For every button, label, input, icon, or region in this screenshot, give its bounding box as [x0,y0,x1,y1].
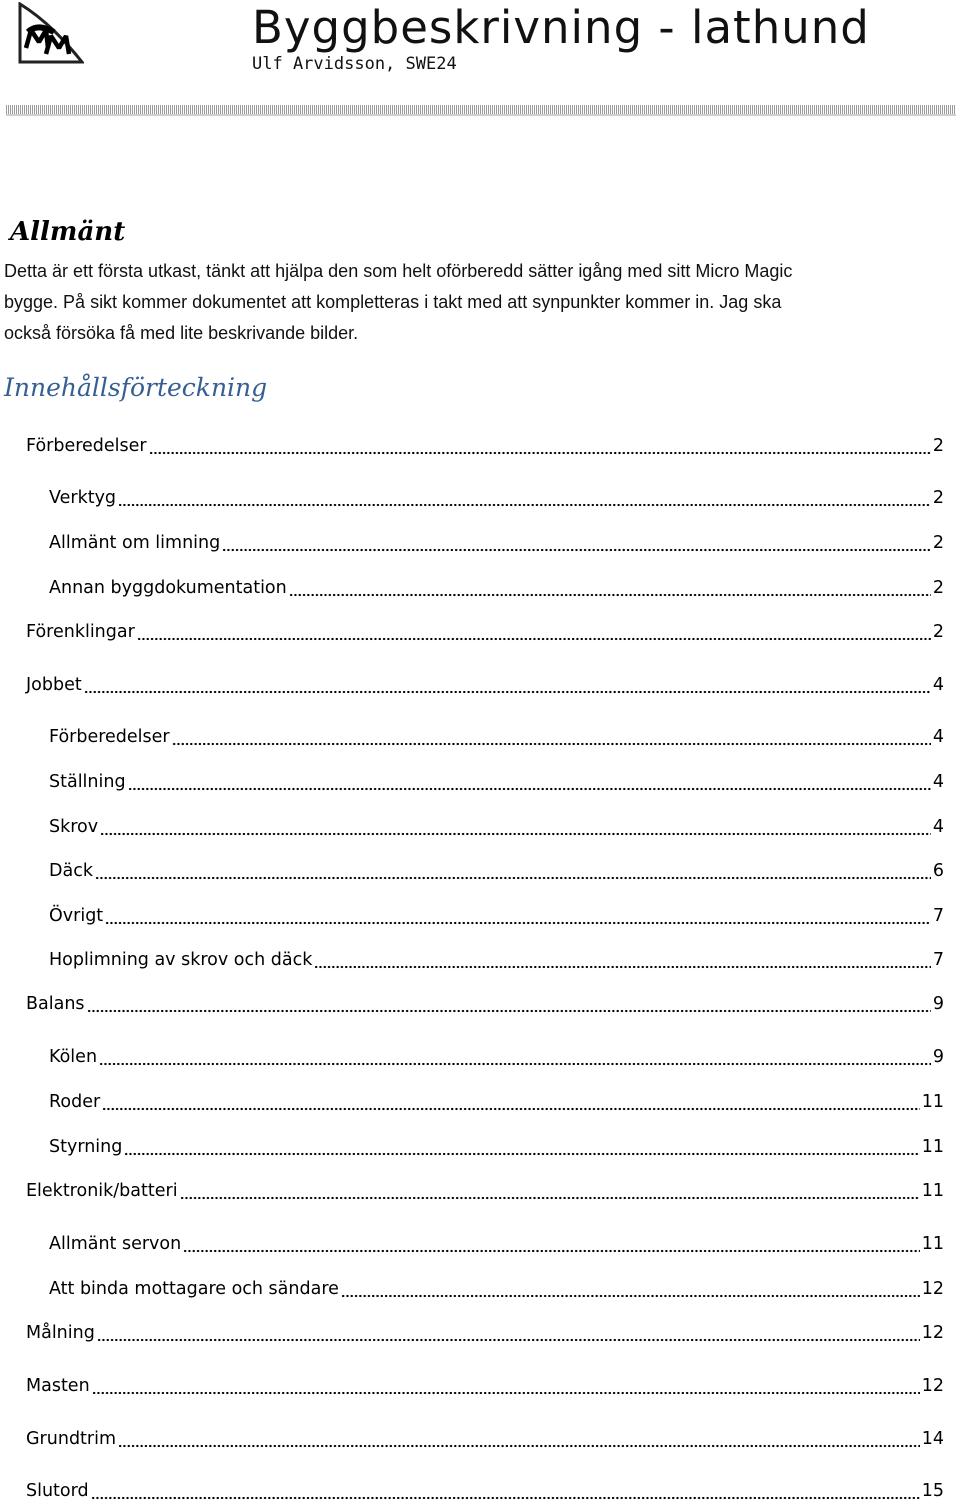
toc-dot-leader [222,534,931,552]
toc-entry[interactable] [49,1279,944,1303]
toc-dot-leader [99,1048,931,1066]
toc-entry-title: Skrov [49,817,99,837]
toc-entry[interactable] [49,861,944,885]
toc-entry[interactable] [26,1429,944,1453]
toc-entry[interactable] [49,533,944,557]
intro-line: bygge. På sikt kommer dokumentet att kompletteras i takt med att synpunkter kommer in. Jag ska [4,292,782,312]
document-header [0,0,960,120]
toc-dot-leader [183,1235,920,1253]
toc-entry[interactable] [49,1137,944,1161]
toc-entry-title: Målning [26,1323,95,1343]
toc-entry-page: 2 [932,436,944,456]
toc-dot-leader [314,951,930,969]
toc-entry-page: 4 [932,727,944,747]
toc-entry[interactable] [26,1376,944,1400]
toc-entry[interactable] [49,817,944,841]
toc-entry-page: 4 [932,675,944,695]
toc-entry-title: Elektronik/batteri [26,1181,178,1201]
toc-entry-title: Förberedelser [49,727,170,747]
toc-entry-title: Slutord [26,1481,89,1501]
toc-entry-page: 2 [932,578,944,598]
toc-entry-page: 11 [921,1137,944,1157]
toc-entry-page: 12 [921,1376,944,1396]
toc-dot-leader [289,579,931,597]
intro-line: Detta är ett första utkast, tänkt att hjälpa den som helt oförberedd sätter igång med sitt Micro Magic [4,261,793,281]
toc-entry[interactable] [26,994,944,1018]
toc-entry-title: Ställning [49,772,126,792]
intro-paragraph [4,256,954,349]
header-divider-line [6,114,956,116]
toc-entry-title: Balans [26,994,85,1014]
toc-dot-leader [128,773,931,791]
toc-entry[interactable] [26,1323,944,1347]
toc-entry[interactable] [26,675,944,699]
toc-dot-leader [105,907,931,925]
toc-entry[interactable] [26,1181,944,1205]
toc-entry-title: Hoplimning av skrov och däck [49,950,313,970]
toc-dot-leader [118,489,931,507]
toc-entry[interactable] [49,772,944,796]
toc-entry[interactable] [49,950,944,974]
toc-entry-title: Allmänt om limning [49,533,221,553]
toc-entry-page: 11 [921,1181,944,1201]
intro-line: också försöka få med lite beskrivande bilder. [4,323,359,343]
toc-entry-title: Förberedelser [26,436,147,456]
document-author: Ulf Arvidsson, SWE24 [252,54,457,74]
toc-dot-leader [84,676,931,694]
toc-dot-leader [91,1482,920,1500]
toc-entry-page: 14 [921,1429,944,1449]
toc-entry-title: Annan byggdokumentation [49,578,287,598]
toc-entry-page: 6 [932,861,944,881]
toc-entry[interactable] [49,727,944,751]
toc-entry-title: Verktyg [49,488,117,508]
toc-dot-leader [341,1280,920,1298]
toc-entry-title: Förenklingar [26,622,135,642]
toc-entry-page: 9 [932,1047,944,1067]
toc-entry-page: 11 [921,1234,944,1254]
toc-entry[interactable] [49,488,944,512]
toc-entry[interactable] [49,578,944,602]
toc-entry-title: Allmänt servon [49,1234,182,1254]
toc-heading: Innehållsförteckning [4,373,268,402]
toc-entry-page: 7 [932,950,944,970]
toc-dot-leader [118,1430,920,1448]
toc-entry-page: 2 [932,622,944,642]
toc-dot-leader [149,437,931,455]
toc-entry-title: Däck [49,861,93,881]
toc-entry-page: 15 [921,1481,944,1501]
toc-entry[interactable] [26,436,944,460]
document-title: Byggbeskrivning - lathund [252,1,870,54]
toc-entry[interactable] [49,1047,944,1071]
toc-dot-leader [180,1182,920,1200]
toc-entry-page: 4 [932,817,944,837]
toc-entry-title: Övrigt [49,906,104,926]
toc-entry[interactable] [49,906,944,930]
toc-entry-page: 2 [932,488,944,508]
toc-entry[interactable] [26,622,944,646]
toc-entry[interactable] [26,1481,944,1505]
header-divider [6,105,956,114]
toc-entry-title: Roder [49,1092,101,1112]
toc-entry-title: Grundtrim [26,1429,117,1449]
toc-entry[interactable] [49,1092,944,1116]
toc-entry-page: 11 [921,1092,944,1112]
toc-dot-leader [87,995,931,1013]
toc-entry-page: 7 [932,906,944,926]
toc-entry-title: Masten [26,1376,90,1396]
toc-dot-leader [172,728,931,746]
toc-entry-title: Att binda mottagare och sändare [49,1279,339,1299]
toc-entry-page: 4 [932,772,944,792]
toc-dot-leader [137,623,931,641]
toc-entry-title: Styrning [49,1137,123,1157]
toc-entry-page: 2 [932,533,944,553]
mm-sail-logo-icon [6,2,84,64]
toc-entry-title: Kölen [49,1047,98,1067]
toc-entry-page: 9 [932,994,944,1014]
toc-entry-title: Jobbet [26,675,82,695]
toc-dot-leader [102,1093,920,1111]
toc-dot-leader [97,1324,920,1342]
toc-dot-leader [124,1138,919,1156]
toc-dot-leader [100,818,931,836]
toc-entry[interactable] [49,1234,944,1258]
toc-entry-page: 12 [921,1279,944,1299]
section-heading-general: Allmänt [10,217,126,247]
toc-entry-page: 12 [921,1323,944,1343]
toc-dot-leader [95,862,931,880]
toc-dot-leader [92,1377,920,1395]
